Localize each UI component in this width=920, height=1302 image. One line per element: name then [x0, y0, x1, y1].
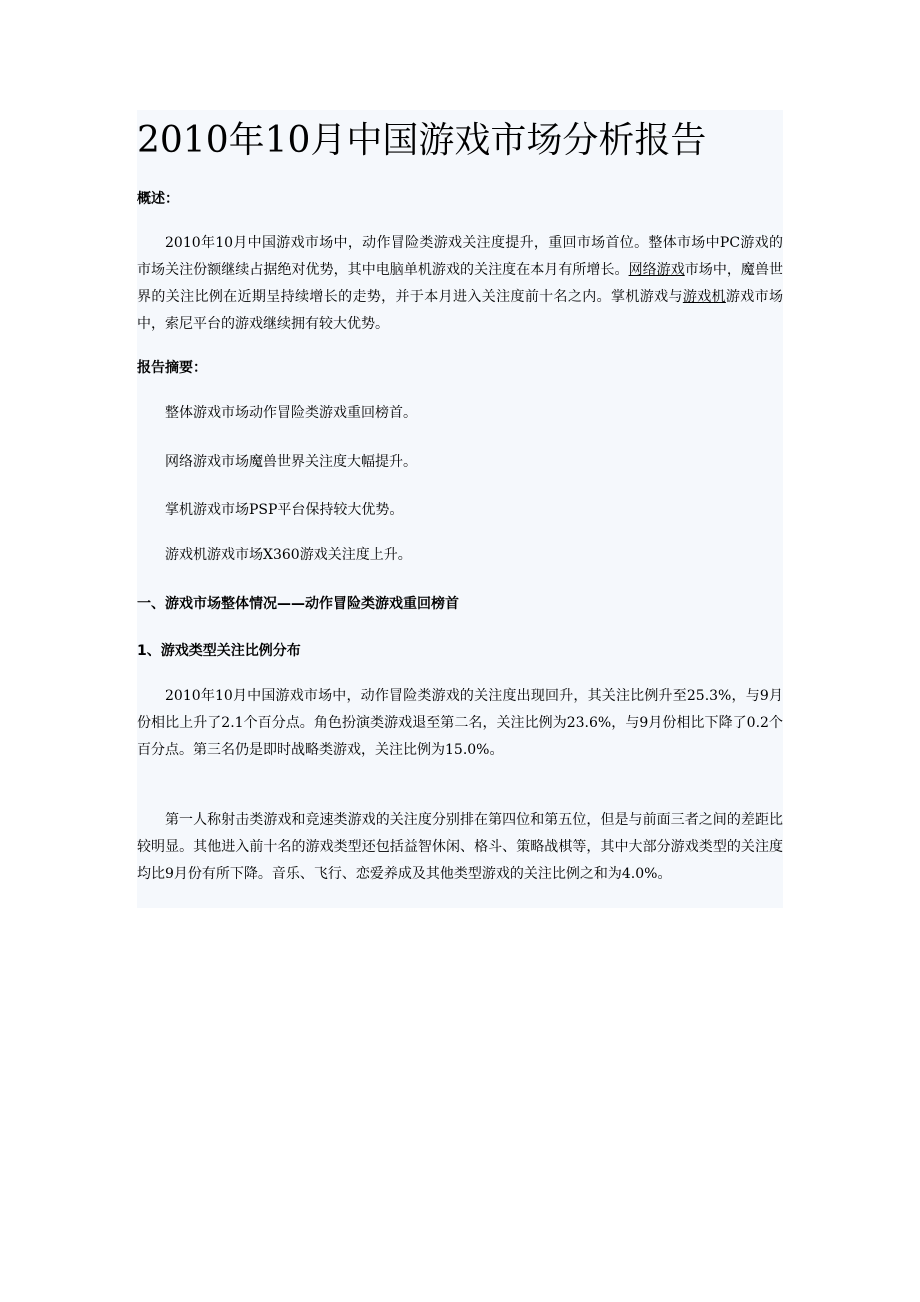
document-title: 2010年10月中国游戏市场分析报告 — [137, 120, 707, 161]
summary-label: 报告摘要： — [137, 360, 207, 376]
subsection-heading: 1、游戏类型关注比例分布 — [137, 643, 301, 659]
overview-text-3: 游戏市场中，索尼平台的游戏继续拥有较大优势。 — [137, 289, 784, 332]
overview-text-2: 市场中，魔兽世界的关注比例在近期呈持续增长的走势，并于本月进入关注度前十名之内。掌机游戏与 — [137, 262, 784, 305]
body-paragraph-1: 2010年10月中国游戏市场中，动作冒险类游戏的关注度出现回升，其关注比例升至25.3%，与9月份相比上升了2.1个百分点。角色扮演类游戏退至第二名，关注比例为23.6%，与9月份相比下降了0.2个百分点。第三名仍是即时战略类游戏，关注比例为15.0%。 — [137, 688, 783, 758]
summary-item: 游戏机游戏市场X360游戏关注度上升。 — [165, 547, 412, 563]
summary-item: 掌机游戏市场PSP平台保持较大优势。 — [165, 502, 404, 518]
summary-item: 网络游戏市场魔兽世界关注度大幅提升。 — [165, 454, 417, 470]
overview-paragraph — [137, 230, 783, 338]
article — [137, 110, 783, 908]
section-heading: 一、游戏市场整体情况——动作冒险类游戏重回榜首 — [137, 596, 459, 612]
overview-text-1: 2010年10月中国游戏市场中，动作冒险类游戏关注度提升，重回市场首位。整体市场中PC游戏的市场关注份额继续占据绝对优势，其中电脑单机游戏的关注度在本月有所增长。 — [137, 235, 783, 278]
overview-label: 概述： — [137, 191, 179, 207]
summary-item: 整体游戏市场动作冒险类游戏重回榜首。 — [165, 405, 417, 421]
online-games-link[interactable]: 网络游戏 — [628, 262, 685, 278]
body-paragraph-2: 第一人称射击类游戏和竞速类游戏的关注度分别排在第四位和第五位，但是与前面三者之间的差距比较明显。其他进入前十名的游戏类型还包括益智休闲、格斗、策略战棋等，其中大部分游戏类型的关注度均比9月份有所下降。音乐、飞行、恋爱养成及其他类型游戏的关注比例之和为4.0%。 — [137, 812, 783, 882]
game-console-link[interactable]: 游戏机 — [682, 289, 726, 305]
